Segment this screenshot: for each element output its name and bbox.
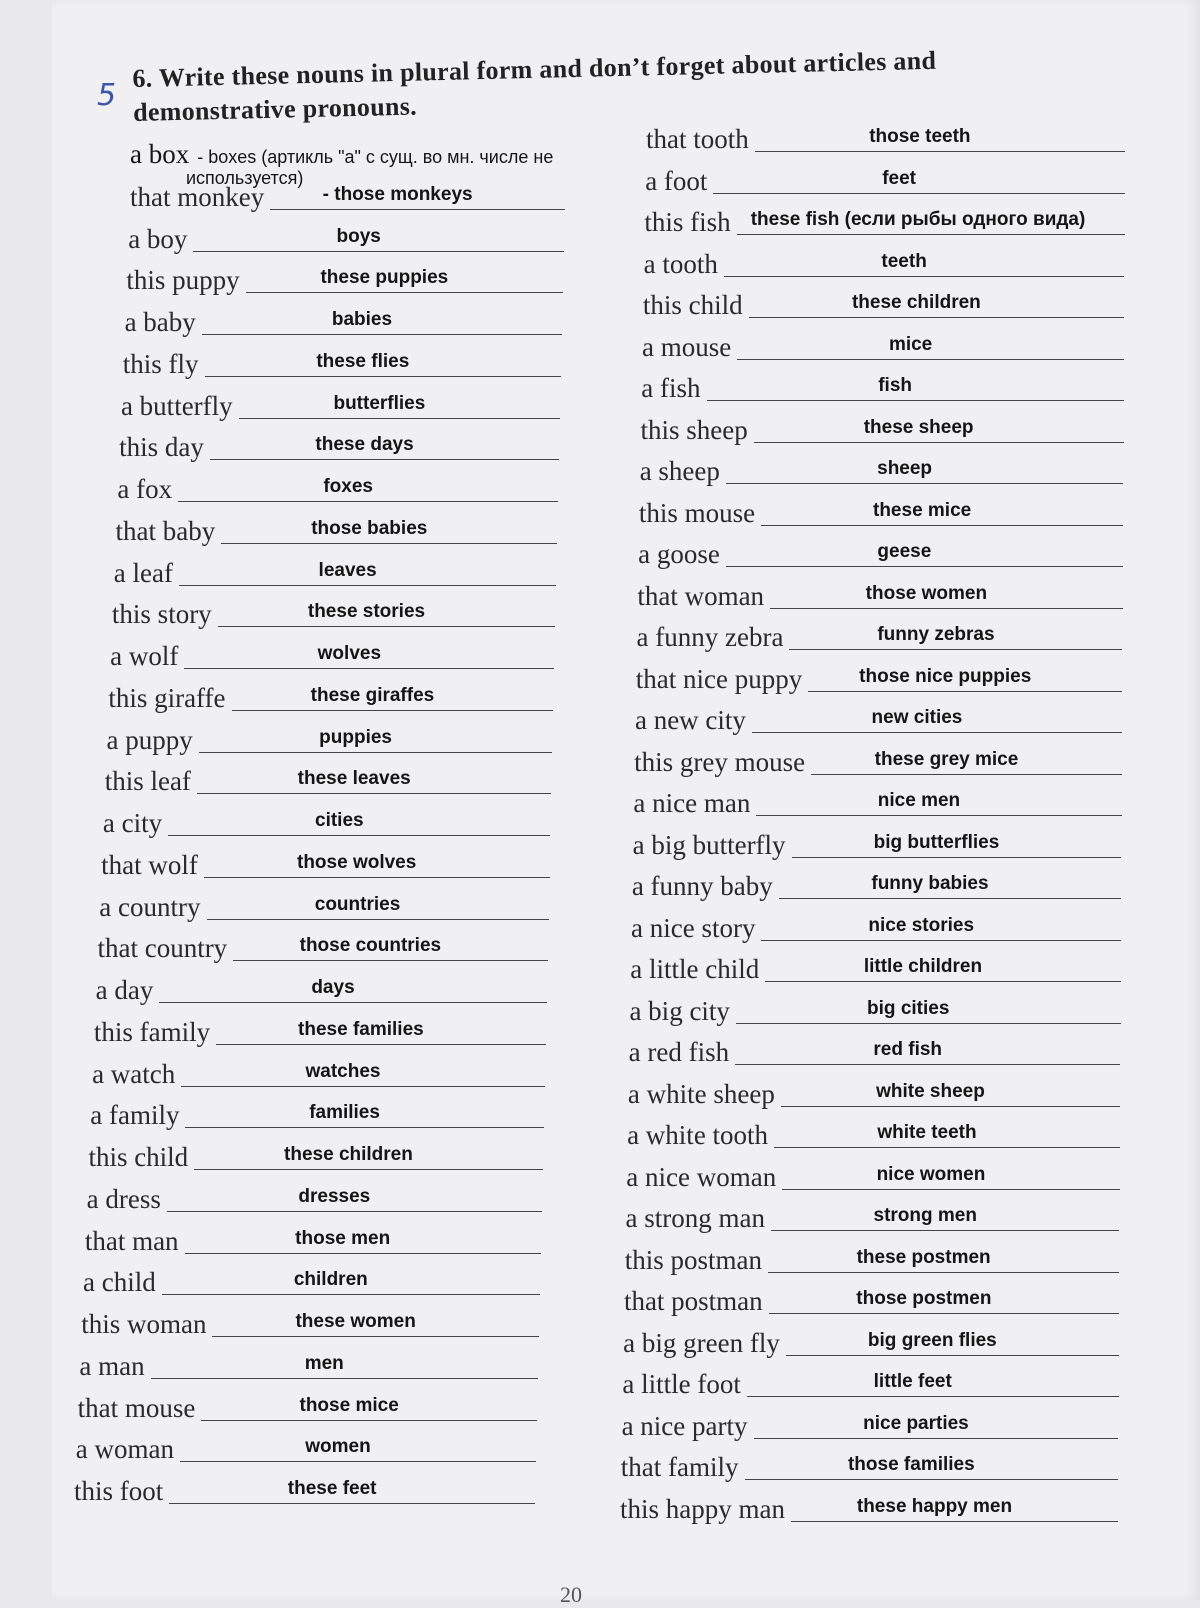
answer-blank [736, 1023, 1121, 1024]
answer-blank [779, 898, 1121, 899]
item-answer: these children [284, 1144, 413, 1166]
exercise-item [638, 541, 1123, 569]
item-answer: those women [865, 582, 988, 604]
answer-blank [808, 691, 1122, 692]
item-prompt: a nice party [621, 1410, 748, 1441]
item-answer: white teeth [877, 1122, 977, 1144]
exercise-item [92, 1058, 545, 1089]
answer-blank [756, 815, 1121, 816]
answer-blank [792, 857, 1122, 858]
item-answer: little feet [873, 1371, 952, 1393]
item-answer: these fish (если рыбы одного вида) [750, 209, 1086, 231]
item-answer: - those monkeys [322, 184, 473, 205]
exercise-item [632, 829, 1122, 860]
answer-blank [774, 1147, 1120, 1148]
item-prompt: that family [620, 1452, 739, 1483]
item-prompt: this story [111, 599, 212, 630]
title-line-1: 6. Write these nouns in plural form and don’t forget about articles and [132, 45, 937, 93]
exercise-item [108, 682, 553, 713]
answer-blank [180, 1461, 536, 1462]
item-answer: these postmen [856, 1246, 991, 1268]
item-answer: feet [882, 167, 916, 189]
item-answer: nice women [876, 1163, 986, 1185]
exercise-item [644, 209, 1124, 237]
item-prompt: this child [88, 1142, 189, 1173]
item-answer: fish [878, 375, 912, 397]
answer-blank [754, 442, 1124, 443]
exercise-item [630, 956, 1121, 984]
item-prompt: this happy man [620, 1494, 785, 1524]
exercise-item [96, 977, 547, 1005]
item-answer: teeth [881, 250, 927, 272]
exercise-item [633, 790, 1121, 818]
item-answer: puppies [319, 726, 392, 748]
item-prompt: a big green fly [623, 1327, 780, 1358]
item-prompt: this leaf [104, 766, 191, 797]
item-answer: those teeth [869, 126, 971, 147]
exercise-item [84, 1225, 541, 1256]
exercise-item [128, 223, 564, 254]
exercise-item [646, 126, 1125, 154]
item-prompt: a wolf [110, 641, 179, 672]
item-answer: sheep [877, 458, 933, 480]
exercise-item [105, 768, 552, 796]
exercise-item [637, 624, 1123, 652]
item-prompt: a funny zebra [636, 622, 784, 653]
item-answer: these leaves [297, 768, 411, 790]
exercise-item [119, 434, 559, 462]
item-prompt: a big butterfly [632, 829, 786, 860]
item-answer: those nice puppies [859, 665, 1032, 687]
answer-blank [185, 1253, 541, 1254]
exercise-item [110, 643, 554, 671]
item-prompt: a red fish [628, 1037, 730, 1068]
answer-blank [765, 981, 1121, 982]
item-prompt: a puppy [106, 724, 193, 755]
item-prompt: a nice man [633, 788, 751, 819]
answer-blank [210, 459, 559, 460]
item-prompt: that wolf [101, 849, 198, 880]
answer-blank [184, 668, 554, 669]
exercise-item [130, 184, 565, 212]
answer-blank [770, 608, 1123, 609]
answer-blank [246, 292, 563, 293]
answer-blank [205, 376, 562, 377]
item-answer: these women [295, 1311, 416, 1333]
answer-blank [771, 1230, 1119, 1231]
item-prompt: a family [90, 1100, 180, 1131]
answer-blank [745, 1479, 1119, 1480]
item-answer: geese [877, 541, 932, 563]
item-prompt: a city [102, 808, 163, 839]
item-answer: these mice [873, 499, 972, 521]
exercise-item [620, 1496, 1118, 1524]
answer-blank [181, 1086, 544, 1087]
item-answer: big cities [867, 997, 950, 1019]
item-answer: these giraffes [310, 684, 435, 706]
item-prompt: a funny baby [631, 871, 773, 902]
item-answer: these families [298, 1018, 424, 1040]
answer-blank [737, 359, 1124, 360]
item-prompt: a fox [117, 474, 173, 505]
item-answer: women [305, 1436, 371, 1458]
answer-blank [737, 234, 1125, 235]
item-prompt: that monkey [130, 182, 265, 212]
item-answer: butterflies [333, 392, 426, 414]
answer-blank [270, 209, 565, 210]
item-prompt: this day [119, 432, 204, 463]
exercise-item [635, 663, 1122, 694]
exercise-item [638, 497, 1123, 528]
answer-blank [786, 1355, 1119, 1356]
item-answer: funny babies [871, 873, 989, 895]
item-prompt: a child [83, 1267, 156, 1298]
answer-blank [749, 317, 1125, 318]
answer-blank [726, 566, 1123, 567]
item-prompt: this child [642, 290, 743, 321]
item-answer: watches [305, 1060, 381, 1082]
answer-blank [239, 418, 560, 419]
answer-blank [747, 1396, 1119, 1397]
item-answer: strong men [873, 1205, 977, 1227]
answer-blank [202, 334, 562, 335]
answer-blank [218, 626, 556, 627]
item-prompt: a tooth [643, 248, 718, 279]
answer-blank [207, 919, 549, 920]
exercise-item [634, 746, 1122, 777]
first-item-answer-line2: используется) [186, 168, 304, 188]
answer-blank [735, 1064, 1120, 1065]
item-answer: these happy men [856, 1496, 1013, 1517]
item-prompt: this foot [74, 1476, 164, 1506]
item-prompt: that mouse [77, 1392, 196, 1423]
answer-blank [162, 1294, 540, 1295]
title-line-2: demonstrative pronouns. [132, 91, 418, 127]
exercise-item [623, 1327, 1119, 1358]
answer-blank [179, 585, 556, 586]
item-answer: red fish [873, 1039, 943, 1061]
item-prompt: a little foot [622, 1369, 741, 1400]
item-answer: nice parties [863, 1412, 969, 1434]
item-prompt: a new city [634, 705, 746, 736]
item-answer: these days [315, 434, 414, 456]
item-answer: foxes [323, 476, 373, 498]
answer-blank [724, 276, 1124, 277]
answer-blank [789, 649, 1122, 650]
item-answer: nice men [877, 790, 961, 812]
exercise-item [112, 601, 555, 629]
exercise-item [97, 935, 547, 963]
item-prompt: a sheep [639, 456, 720, 487]
item-answer: boys [336, 225, 381, 247]
exercise-item [106, 724, 553, 755]
first-item-prompt: a box [130, 139, 190, 169]
item-prompt: that man [84, 1225, 179, 1256]
item-prompt: a nice story [631, 912, 756, 943]
exercise-item [645, 165, 1125, 196]
item-answer: families [309, 1102, 380, 1124]
item-prompt: that nice puppy [635, 663, 803, 694]
exercise-item [640, 458, 1124, 486]
exercise-item [103, 810, 551, 838]
item-answer: funny zebras [877, 624, 995, 646]
exercise-item [90, 1102, 543, 1130]
answer-blank [713, 193, 1124, 194]
item-prompt: a watch [92, 1058, 176, 1089]
exercise-item [126, 267, 563, 295]
answer-blank [221, 543, 557, 544]
item-prompt: this sheep [640, 414, 748, 445]
item-answer: leaves [318, 559, 377, 581]
answer-blank [811, 774, 1122, 775]
item-answer: big green flies [867, 1329, 997, 1351]
answer-blank [761, 525, 1123, 526]
item-prompt: that postman [623, 1286, 763, 1317]
exercise-item [627, 1078, 1120, 1109]
item-prompt: this giraffe [108, 682, 226, 713]
exercise-item [120, 390, 560, 421]
item-prompt: a white tooth [627, 1120, 769, 1151]
answer-blank [168, 835, 550, 836]
item-prompt: a goose [638, 539, 720, 570]
answer-blank [159, 1002, 546, 1003]
exercise-item [632, 873, 1121, 901]
exercise-item [624, 1288, 1119, 1316]
answer-blank [781, 1106, 1120, 1107]
item-answer: mice [888, 333, 933, 355]
exercise-item [640, 414, 1123, 445]
item-answer: children [293, 1269, 368, 1291]
answer-blank [204, 877, 550, 878]
item-prompt: this woman [81, 1309, 207, 1340]
item-answer: men [304, 1352, 344, 1374]
item-answer: these feet [287, 1478, 377, 1499]
exercise-item [74, 1478, 535, 1506]
item-prompt: that country [97, 933, 228, 964]
item-prompt: a big city [629, 995, 730, 1026]
exercise-item [624, 1244, 1120, 1275]
exercise-item [113, 557, 557, 588]
item-prompt: a woman [75, 1434, 175, 1465]
item-answer: those families [847, 1454, 975, 1476]
item-prompt: this mouse [638, 497, 756, 528]
answer-blank [232, 710, 554, 711]
answer-blank [197, 793, 552, 794]
exercise-item [637, 580, 1122, 611]
item-prompt: a little child [630, 954, 760, 985]
grade-mark: 5 [97, 78, 117, 113]
exercise-item [125, 309, 563, 337]
answer-blank [216, 1044, 546, 1045]
item-answer: those postmen [856, 1288, 992, 1310]
answer-blank [233, 960, 547, 961]
item-answer: white sheep [876, 1080, 985, 1102]
item-prompt: a white sheep [627, 1078, 775, 1109]
exercise-item [629, 995, 1120, 1026]
exercise-item [641, 375, 1123, 403]
exercise-item [79, 1350, 537, 1381]
answer-blank [707, 400, 1124, 401]
exercise-item [99, 891, 548, 922]
item-prompt: this grey mouse [634, 746, 806, 777]
exercise-item [626, 1205, 1120, 1233]
exercise-item [643, 248, 1125, 279]
answer-blank [151, 1378, 538, 1379]
item-prompt: that baby [115, 515, 216, 546]
answer-blank [201, 1420, 537, 1421]
item-prompt: a strong man [625, 1203, 765, 1234]
item-answer: nice stories [868, 914, 975, 936]
exercise-item [117, 476, 558, 504]
item-answer: wolves [317, 643, 382, 665]
exercise-item [643, 292, 1124, 320]
item-prompt: that tooth [646, 124, 749, 154]
item-prompt: a man [79, 1350, 145, 1381]
item-prompt: a foot [645, 165, 708, 196]
item-prompt: this postman [624, 1244, 762, 1275]
answer-blank [212, 1336, 538, 1337]
exercise-item [81, 1311, 539, 1339]
item-answer: big butterflies [873, 831, 1000, 853]
exercise-item [642, 331, 1124, 362]
exercise-item [122, 348, 561, 379]
item-prompt: a fish [641, 373, 701, 404]
answer-blank [169, 1503, 535, 1504]
item-prompt: a country [99, 891, 201, 922]
item-answer: these children [851, 292, 981, 314]
item-answer: these flies [316, 350, 410, 372]
exercise-item [626, 1161, 1119, 1192]
exercise-item [621, 1454, 1118, 1482]
item-answer: these puppies [320, 267, 449, 289]
exercise-item [115, 515, 558, 546]
answer-blank [167, 1211, 542, 1212]
item-prompt: a dress [86, 1183, 161, 1214]
item-answer: days [311, 977, 355, 999]
item-answer: cities [315, 810, 364, 832]
exercise-item [629, 1039, 1121, 1067]
item-prompt: a mouse [642, 331, 732, 362]
item-prompt: this family [93, 1016, 211, 1047]
item-prompt: a baby [124, 307, 196, 338]
item-answer: these stories [307, 601, 426, 623]
answer-blank [726, 483, 1123, 484]
item-answer: these grey mice [874, 748, 1019, 770]
answer-blank [791, 1521, 1118, 1522]
answer-blank [752, 732, 1122, 733]
item-answer: little children [863, 956, 983, 978]
item-prompt: this fish [644, 207, 731, 238]
exercise-item [93, 1016, 546, 1047]
exercise-item [621, 1410, 1119, 1441]
page-number: 20 [560, 1582, 582, 1607]
answer-blank [185, 1127, 543, 1128]
answer-blank [761, 940, 1120, 941]
exercise-item [77, 1392, 537, 1423]
item-answer: dresses [298, 1185, 371, 1207]
item-answer: those mice [299, 1394, 399, 1416]
exercise-item [631, 912, 1121, 943]
item-prompt: this fly [122, 348, 199, 379]
item-prompt: this puppy [126, 265, 240, 296]
exercise-item [88, 1144, 542, 1172]
first-item-answer-line1: - boxes (артикль "a" с сущ. во мн. числе не [197, 147, 554, 167]
item-answer: these sheep [863, 416, 974, 438]
answer-blank [755, 151, 1125, 152]
item-answer: babies [331, 309, 393, 331]
answer-blank [782, 1189, 1119, 1190]
answer-blank [193, 251, 564, 252]
answer-blank [768, 1272, 1119, 1273]
answer-blank [178, 501, 558, 502]
exercise-item [622, 1371, 1118, 1399]
item-prompt: a boy [128, 223, 188, 254]
answer-blank [199, 752, 553, 753]
item-answer: those countries [299, 935, 442, 957]
item-answer: those wolves [297, 851, 417, 873]
answer-blank [194, 1169, 543, 1170]
exercise-item [101, 849, 549, 880]
item-prompt: a butterfly [120, 390, 233, 421]
item-prompt: a day [95, 975, 154, 1006]
answer-blank [769, 1313, 1119, 1314]
exercise-item [83, 1269, 540, 1297]
exercise-item [627, 1122, 1120, 1150]
item-prompt: a leaf [113, 557, 173, 588]
exercise-item [86, 1183, 542, 1214]
item-answer: those babies [311, 517, 428, 539]
item-answer: new cities [871, 707, 963, 729]
item-answer: those men [295, 1227, 391, 1249]
item-prompt: a nice woman [626, 1161, 777, 1192]
exercise-item [635, 707, 1122, 735]
exercise-item [76, 1436, 536, 1464]
item-answer: countries [314, 893, 401, 915]
item-prompt: that woman [637, 580, 765, 611]
answer-blank [754, 1438, 1119, 1439]
